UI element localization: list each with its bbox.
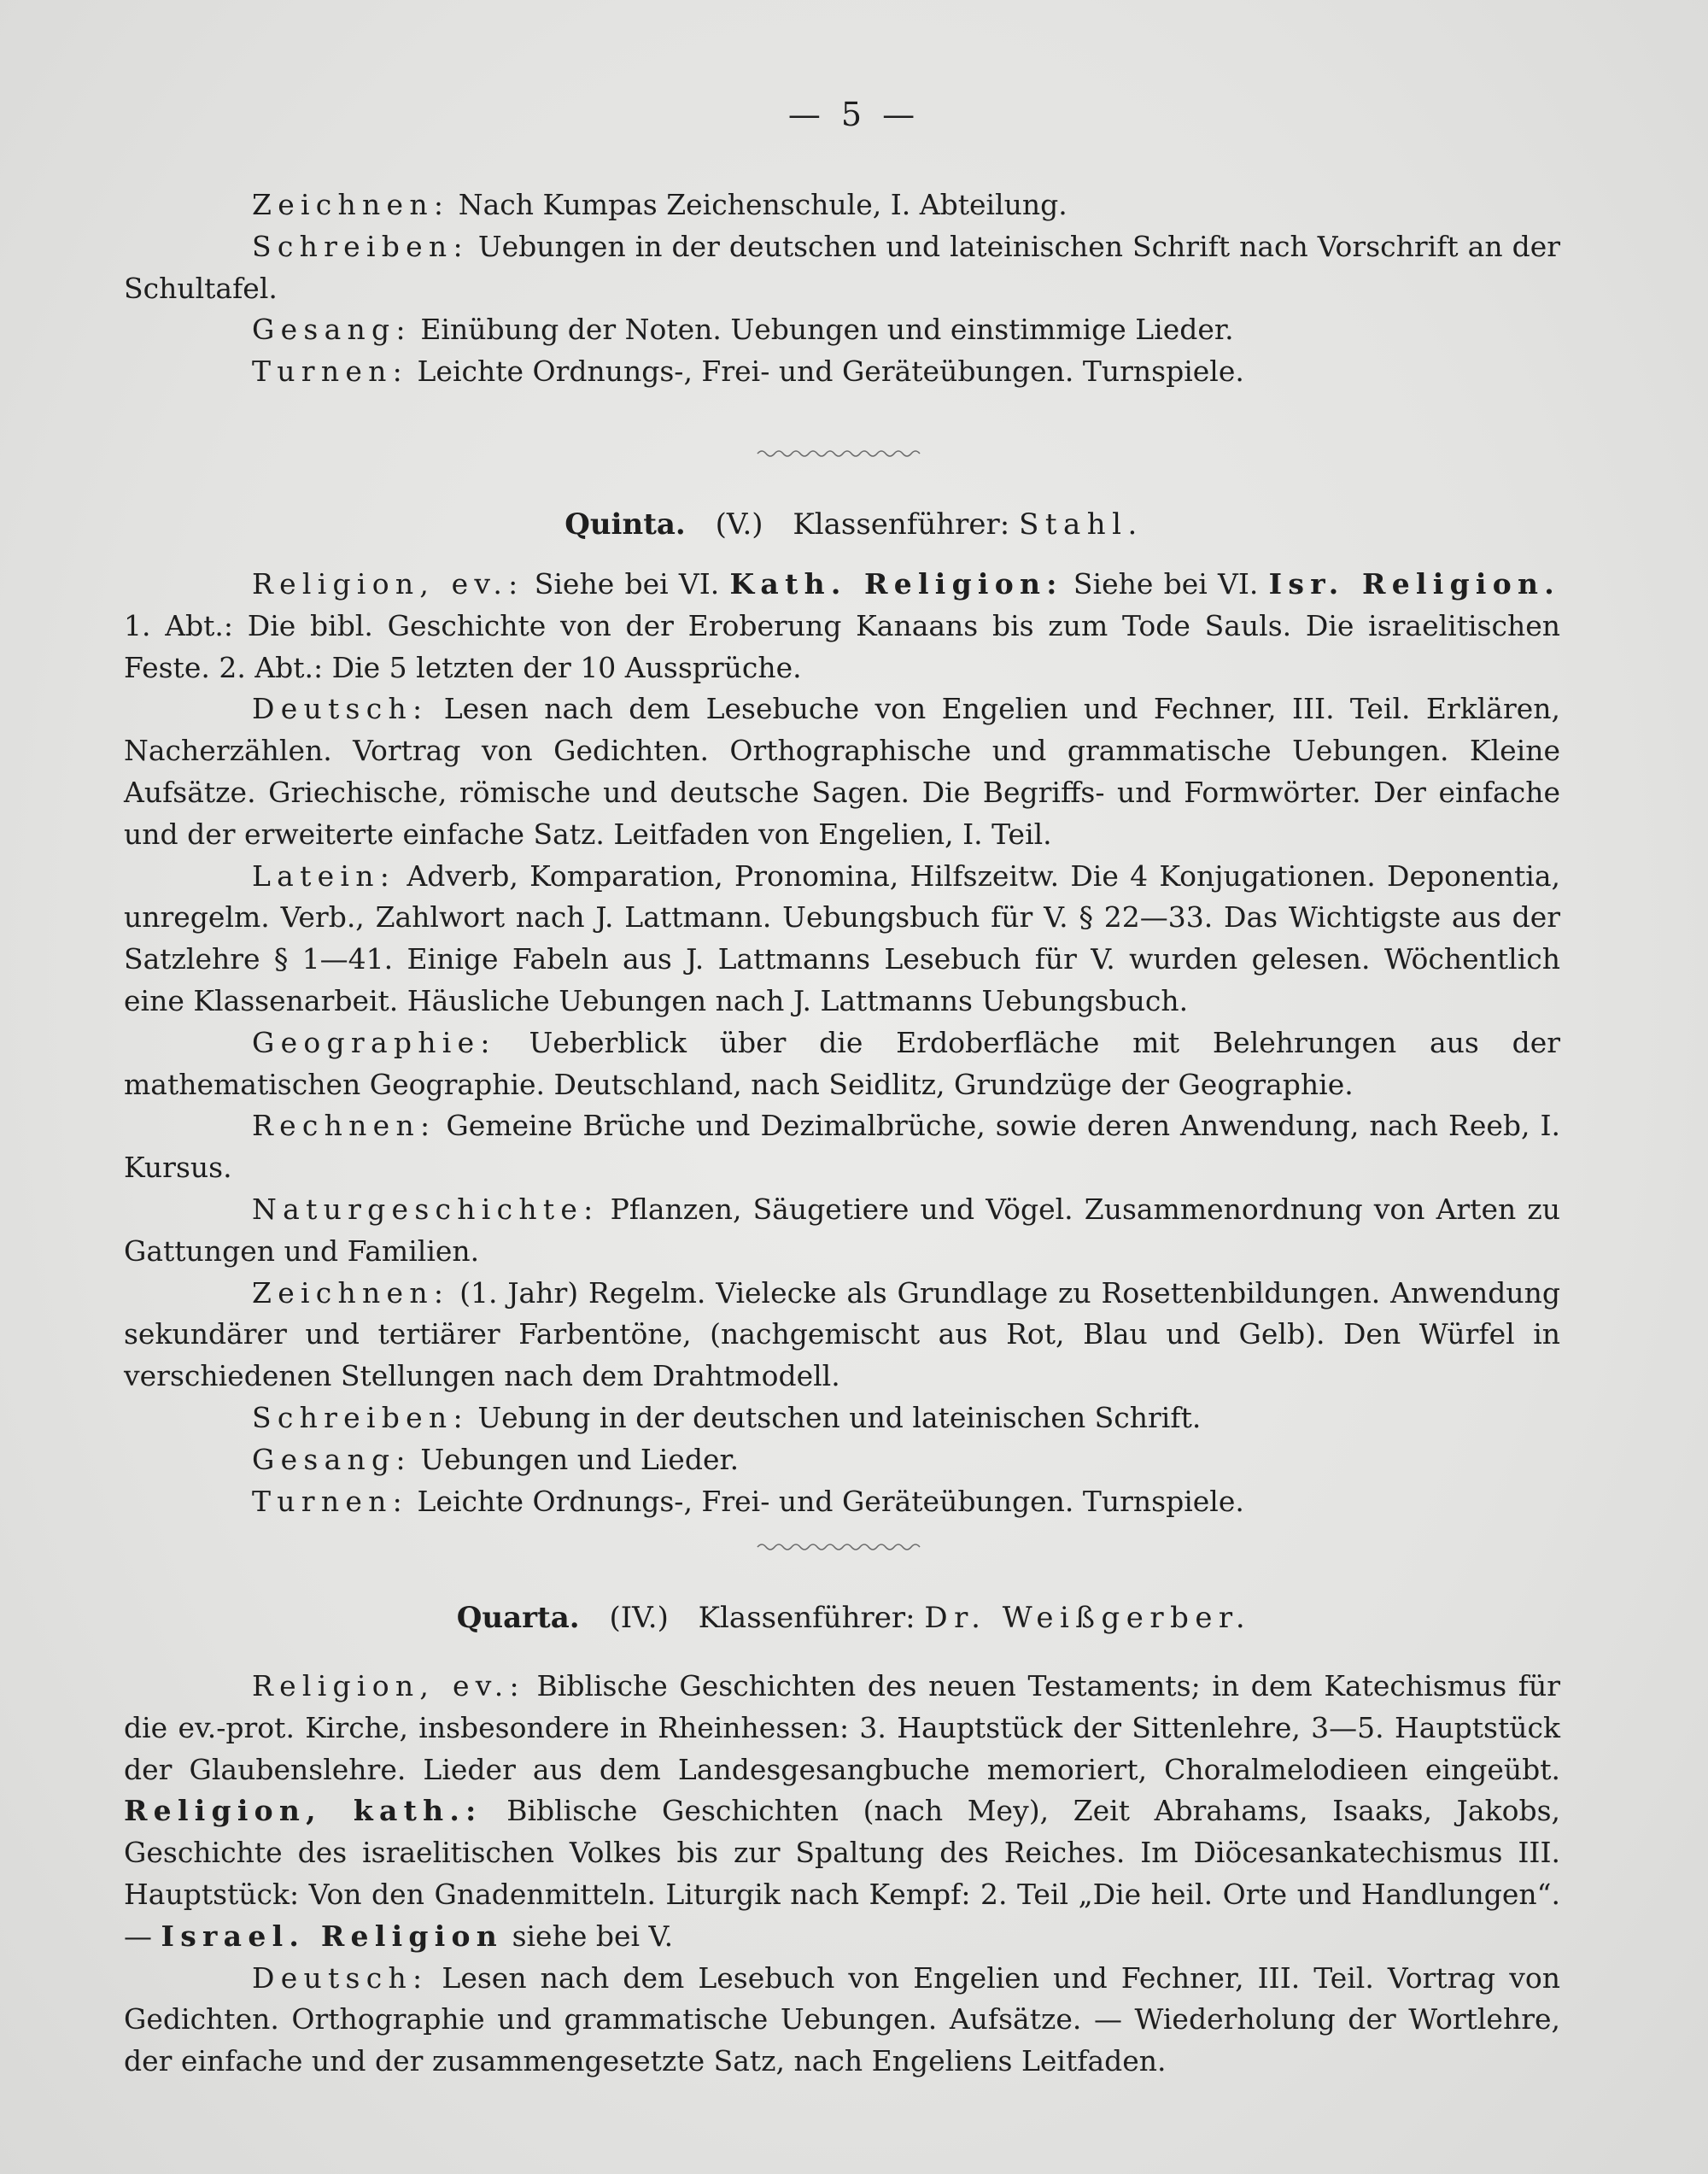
subject-paragraph: Gesang: Uebungen und Lieder. [252,1442,740,1476]
quarta-heading [0,1601,1708,1635]
quarta-subjects [124,1666,1560,2083]
class-leader: Stahl. [1019,507,1144,542]
subject-paragraph: Schreiben: Uebung in der deutschen und lateinischen Schrift. [252,1400,1202,1434]
subject-paragraph: Turnen: Leichte Ordnungs-, Frei- und Geräteübungen. Turnspiele. [252,1484,1244,1518]
class-title: Quarta. [456,1601,580,1635]
subject-paragraph: Deutsch: Lesen nach dem Lesebuche von Engelien und Fechner, III. Teil. Erklären, Nacherzählen. Vortrag von Gedichten. Orthographische und grammatische Uebungen. Kleine Aufsätze. Griechische, römische und deutsche Sagen. Die Begriffs- und Formwörter. Der einfache und der erweiterte einfache Satz. Leitfaden von Engelien, I. Teil. [124,692,1560,851]
section-divider-ornament [756,1539,927,1555]
class-leader-label: Klassenführer: [698,1601,915,1635]
subject-paragraph: Deutsch: Lesen nach dem Lesebuch von Engelien und Fechner, III. Teil. Vortrag von Gedichten. Orthographie und grammatische Uebungen. Aufsätze. — Wiederholung der Wortlehre, der einfache und der zusammengesetzte Satz, nach Engeliens Leitfaden. [124,1960,1560,2078]
subject-paragraph: Turnen: Leichte Ordnungs-, Frei- und Geräteübungen. Turnspiele. [252,355,1244,389]
class-title: Quinta. [564,507,686,542]
subject-paragraph: Zeichnen: Nach Kumpas Zeichenschule, I. Abteilung. [252,188,1068,221]
class-leader-label: Klassenführer: [793,507,1010,542]
class-numeral: (IV.) [609,1601,669,1635]
page-number: — 5 — [787,96,921,133]
sexta-continuation [124,185,1560,393]
subject-paragraph: Rechnen: Gemeine Brüche und Dezimalbrüche, sowie deren Anwendung, nach Reeb, I. Kursus. [124,1109,1560,1185]
quinta-subjects [124,564,1560,1522]
subject-paragraph: Schreiben: Uebungen in der deutschen und lateinischen Schrift nach Vorschrift an der Schultafel. [124,229,1560,305]
subject-paragraph: Latein: Adverb, Komparation, Pronomina, Hilfszeitw. Die 4 Konjugationen. Deponentia, unregelm. Verb., Zahlwort nach J. Lattmann. Uebungsbuch für V. § 22—33. Das Wichtigste aus der Satzlehre § 1—41. Einige Fabeln aus J. Lattmanns Lesebuch für V. wurden gelesen. Wöchentlich eine Klassenarbeit. Häusliche Uebungen nach J. Lattmanns Uebungsbuch. [124,858,1561,1017]
religion-paragraph: Religion, ev.: Biblische Geschichten des neuen Testaments; in dem Katechismus für die ev.-prot. Kirche, insbesondere in Rheinhessen: 3. Hauptstück der Sittenlehre, 3—5. Hauptstück der Glaubenslehre. Lieder aus dem Landesgesangbuche memoriert, Choralmelodieen eingeübt. Religion, kath.: Biblische Geschichten (nach Mey), Zeit Abrahams, Isaaks, Jakobs, Geschichte des israelitischen Volkes bis zur Spaltung des Reiches. Im Diöcesankatechismus III. Hauptstück: Von den Gnadenmitteln. Liturgik nach Kempf: 2. Teil „Die heil. Orte und Handlungen“. — Israel. Religion siehe bei V. [124,1669,1560,1953]
subject-paragraph: Gesang: Einübung der Noten. Uebungen und einstimmige Lieder. [252,313,1234,347]
subject-paragraph: Geographie: Ueberblick über die Erdoberfläche mit Belehrungen aus der mathematischen Geographie. Deutschland, nach Seidlitz, Grundzüge der Geographie. [124,1025,1560,1101]
section-divider-ornament [756,446,927,461]
class-numeral: (V.) [715,507,763,542]
religion-paragraph: Religion, ev.: Siehe bei VI. Kath. Religion: Siehe bei VI. Isr. Religion. 1. Abt.: Die bibl. Geschichte von der Eroberung Kanaans bis zum Tode Sauls. Die israelitischen Feste. 2. Abt.: Die 5 letzten der 10 Aussprüche. [124,567,1560,684]
subject-paragraph: Zeichnen: (1. Jahr) Regelm. Vielecke als Grundlage zu Rosettenbildungen. Anwendung sekundärer und tertiärer Farbentöne, (nachgemischt aus Rot, Blau und Gelb). Den Würfel in verschiedenen Stellungen nach dem Drahtmodell. [124,1275,1560,1393]
class-leader: Dr. Weißgerber. [924,1601,1252,1635]
quinta-heading [0,507,1708,542]
subject-paragraph: Naturgeschichte: Pflanzen, Säugetiere und Vögel. Zusammenordnung von Arten zu Gattungen und Familien. [124,1192,1560,1268]
